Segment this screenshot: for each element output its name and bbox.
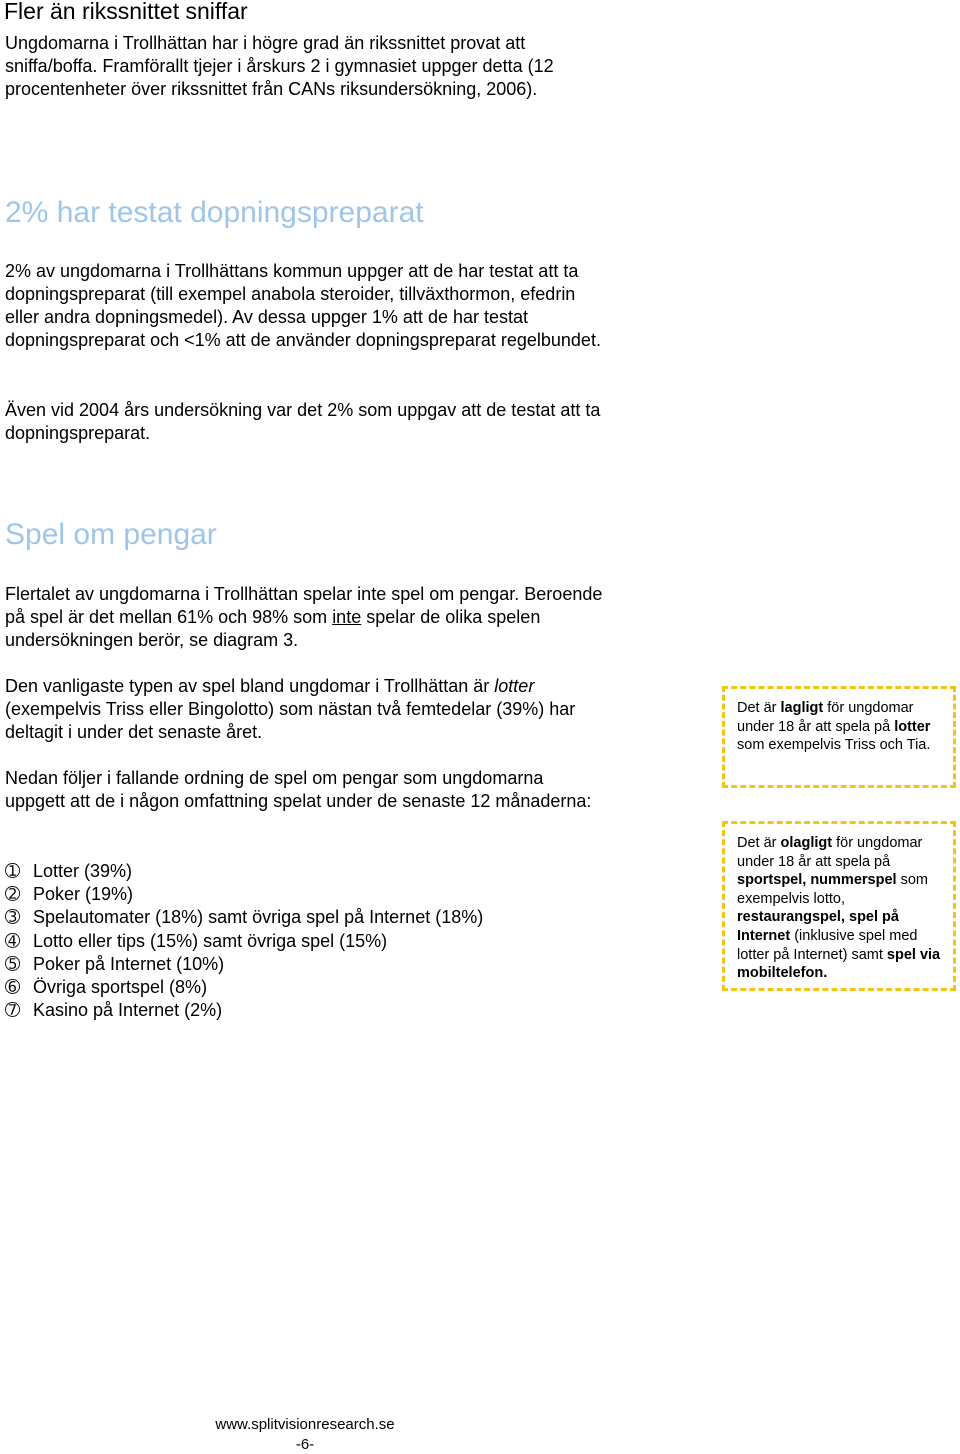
list-item-text: Övriga sportspel (8%) [33,977,208,998]
spel-p2-text-a: Den vanligaste typen av spel bland ungdomar i Trollhättan är [5,676,495,696]
info-box-lagligt [722,686,956,788]
box1-bold-1: lagligt [780,700,824,716]
list-marker: ➂ [5,907,21,928]
list-item-text: Lotto eller tips (15%) samt övriga spel (15%) [33,930,388,951]
list-marker: ➁ [5,884,21,905]
spel-p1-text-a: Flertalet av ungdomarna i Trollhättan spelar inte spel om pengar. Beroende på spel är det mellan 61% och 98% som [5,584,603,627]
list-item [5,906,625,929]
spel-paragraph-1 [5,583,605,652]
list-item-text: Poker på Internet (10%) [33,953,225,974]
list-item-text: Spelautomater (18%) samt övriga spel på Internet (18%) [33,907,484,928]
list-item-text: Lotter (39%) [33,861,133,881]
box2-bold-2: sportspel, nummerspel [737,872,897,889]
section-heading-dopning: 2% har testat dopningspreparat [5,196,424,229]
list-item [5,930,625,953]
sniffar-paragraph: Ungdomarna i Trollhättan har i högre grad än rikssnittet provat att sniffa/boffa. Framförallt tjejer i årskurs 2 i gymnasiet uppger detta (12 procentenheter över rikssnittet från CANs riksundersökning, 2006). [5,33,554,99]
list-item-text: Kasino på Internet (2%) [33,1000,223,1021]
box2-text-3: som exempelvis lotto, [737,872,928,907]
list-item [5,999,625,1022]
list-marker: ➆ [5,1000,21,1021]
box2-bold-1: olagligt [780,835,833,851]
info-box-olagligt [722,821,956,991]
box2-bold-3: restaurangspel, spel på Internet [737,909,899,944]
list-marker: ➃ [5,930,21,951]
spel-p1-text-b: spelar de olika spelen undersökningen berör, se diagram 3. [5,607,541,650]
spel-paragraph-3: Nedan följer i fallande ordning de spel om pengar som ungdomarna uppgett att de i någon omfattning spelat under de senaste 12 månaderna: [5,768,592,811]
box2-text-4: (inklusive spel med lotter på Internet) samt [737,927,918,963]
list-item [5,953,625,976]
list-item [5,976,625,999]
spel-p1-underlined: inte [332,607,362,627]
footer-page-number: -6- [295,1436,315,1453]
box2-text-2: för ungdomar under 18 år att spela på [737,835,923,870]
box1-text-2: för ungdomar under 18 år att spela på [737,700,914,735]
spel-ranking-list [5,860,625,1022]
box2-bold-4: spel via mobiltelefon. [737,946,941,982]
list-marker: ➅ [5,977,21,998]
footer-url: www.splitvisionresearch.se [215,1416,395,1433]
spel-p2-text-b: (exempelvis Triss eller Bingolotto) som nästan två femtedelar (39%) har deltagit i under det senaste året. [5,699,576,742]
section-heading-spel: Spel om pengar [5,518,217,551]
list-marker: ➄ [5,953,21,974]
dopning-paragraph-1: 2% av ungdomarna i Trollhättans kommun uppger att de har testat att ta dopningspreparat (till exempel anabola steroider, tillväxthormon, efedrin eller andra dopningsmedel). Av dessa uppger 1% att de har testat dopningspreparat och <1% att de använder dopningspreparat regelbundet. [5,261,601,350]
box1-bold-2: lotter [894,718,931,735]
list-item [5,860,625,883]
section-heading-sniffar: Fler än rikssnittet sniffar [4,0,248,24]
list-item [5,883,625,906]
box1-text-1: Det är [737,700,781,716]
dopning-paragraph-2: Även vid 2004 års undersökning var det 2% som uppgav att de testat att ta dopningspreparat. [5,400,601,443]
spel-p2-italic: lotter [494,676,535,696]
list-marker: ➀ [5,861,21,881]
spel-paragraph-2 [5,675,605,744]
box1-text-3: som exempelvis Triss och Tia. [737,737,931,754]
box2-text-1: Det är [737,835,781,851]
list-item-text: Poker (19%) [33,884,134,905]
